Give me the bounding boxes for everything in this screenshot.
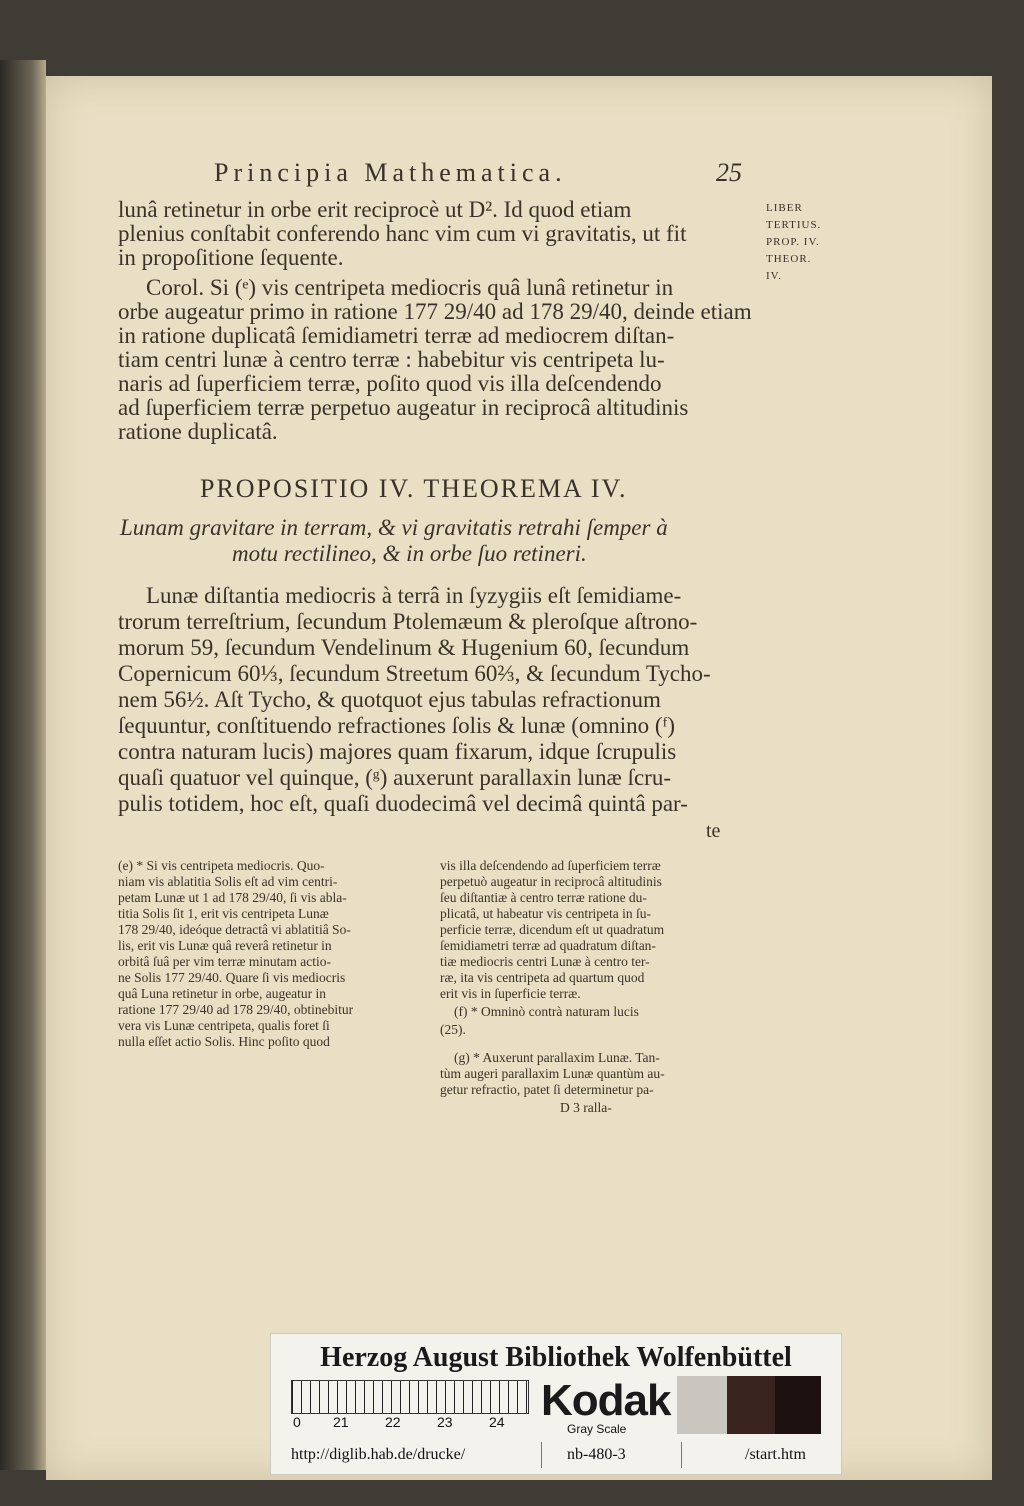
proposition-statement: motu rectilineo, & in orbe ſuo retineri.: [232, 541, 587, 566]
kodak-logo: Kodak: [541, 1376, 671, 1425]
footnote-line: titia Solis ſit 1, erit vis centripeta Lunæ: [118, 906, 329, 921]
text-line: ad ſuperficiem terræ perpetuo augeatur in reciprocâ altitudinis: [118, 395, 689, 420]
text-line: in propoſitione ſequente.: [118, 245, 344, 270]
text-line: contra naturam lucis) majores quam fixarum, idque ſcrupulis: [118, 739, 677, 764]
footnote-line: (25).: [440, 1022, 466, 1037]
ruler-number: 23: [437, 1414, 453, 1430]
text-line: Corol. Si (ᵉ) vis centripeta mediocris quâ lunâ retinetur in: [146, 275, 674, 300]
footnote-line: orbitâ ſuâ per vim terræ minutam actio-: [118, 954, 331, 969]
gray-swatch-dark: [727, 1376, 775, 1434]
footnote-line: (g) * Auxerunt parallaxim Lunæ. Tan-: [454, 1050, 660, 1065]
gray-swatch-black: [775, 1376, 821, 1434]
footnote-line: niam vis ablatitia Solis eſt ad vim centri-: [118, 874, 338, 889]
url-id[interactable]: nb-480-3: [567, 1446, 626, 1463]
footnote-line: quâ Luna retinetur in orbe, augeatur in: [118, 986, 327, 1001]
text-line: nem 56½. Aſt Tycho, & quotquot ejus tabulas refractionum: [118, 687, 661, 712]
divider: [681, 1442, 682, 1468]
catchword: te: [706, 820, 721, 842]
footnote-line: ſeu diſtantiæ à centro terræ ratione du-: [440, 890, 647, 905]
text-line: orbe augeatur primo in ratione 177 29/40 ad 178 29/40, deinde etiam: [118, 299, 752, 324]
page-number: 25: [716, 158, 742, 187]
margin-note-line: PROP. IV.: [766, 236, 820, 248]
footnote-line: perficie terræ, dicendum eſt ut quadratum: [440, 922, 665, 937]
text-line: tiam centri lunæ à centro terræ : habebitur vis centripeta lu-: [118, 347, 665, 372]
footnote-line: ne Solis 177 29/40. Quare ſi vis mediocris: [118, 970, 346, 985]
book-spine-edge: [0, 60, 46, 1470]
text-line: naris ad ſuperficiem terræ, poſito quod vis illa deſcendendo: [118, 371, 662, 396]
footnote-line: erit vis in ſuperficie terræ.: [440, 986, 581, 1001]
url-base[interactable]: http://diglib.hab.de/drucke/: [291, 1446, 466, 1463]
margin-note-line: TERTIUS.: [766, 219, 822, 231]
footnote-line: plicatâ, ut habeatur vis centripeta in ſu-: [440, 906, 652, 921]
footnote-line: D 3 ralla-: [560, 1100, 612, 1115]
footnote-line: (f) * Omninò contrà naturam lucis: [454, 1004, 639, 1019]
text-line: ſequuntur, conſtituendo refractiones ſolis & lunæ (omnino (ᶠ): [118, 713, 676, 738]
library-stamp: [270, 1333, 842, 1475]
ruler-number: 24: [489, 1414, 505, 1430]
proposition-statement: Lunam gravitare in terram, & vi gravitatis retrahi ſemper à: [120, 515, 668, 540]
text-line: trorum terreſtrium, ſecundum Ptolemæum & pleroſque aſtrono-: [118, 609, 698, 634]
proposition-title: PROPOSITIO IV. THEOREMA IV.: [200, 474, 628, 503]
running-header: Principia Mathematica.: [214, 158, 567, 187]
text-line: Copernicum 60⅓, ſecundum Streetum 60⅔, & ſecundum Tycho-: [118, 661, 711, 686]
footnote-line: petam Lunæ ut 1 ad 178 29/40, ſi vis abla-: [118, 890, 347, 905]
text-line: quaſi quatuor vel quinque, (ᵍ) auxerunt parallaxin lunæ ſcru-: [118, 765, 671, 790]
margin-note-line: THEOR.: [766, 253, 812, 265]
footnote-line: perpetuò augeatur in reciprocâ altitudinis: [440, 874, 662, 889]
footnote-line: tiæ mediocris centri Lunæ à centro ter-: [440, 954, 650, 969]
footnote-line: 178 29/40, ideóque detractâ vi ablatitiâ So-: [118, 922, 351, 937]
text-line: Lunæ diſtantia mediocris à terrâ in ſyzygiis eſt ſemidiame-: [146, 583, 682, 608]
footnote-line: tùm augeri parallaxim Lunæ quantùm au-: [440, 1066, 665, 1081]
footnote-line: vis illa deſcendendo ad ſuperficiem terræ: [440, 858, 661, 873]
gray-swatch-light: [677, 1376, 727, 1434]
library-name: Herzog August Bibliothek Wolfenbüttel: [320, 1342, 792, 1373]
text-line: morum 59, ſecundum Vendelinum & Hugenium 60, ſecundum: [118, 635, 690, 660]
footnote-line: lis, erit vis Lunæ quâ reverâ retinetur in: [118, 938, 332, 953]
ruler-number: 21: [333, 1414, 349, 1430]
url-start[interactable]: /start.htm: [745, 1446, 806, 1463]
footnote-line: ræ, ita vis centripeta ad quartum quod: [440, 970, 645, 985]
text-line: plenius conſtabit conferendo hanc vim cum vi gravitatis, ut fit: [118, 221, 687, 246]
measurement-ruler: [291, 1380, 529, 1414]
margin-note-line: LIBER: [766, 202, 803, 214]
footnote-line: vera vis Lunæ centripeta, qualis foret ſi: [118, 1018, 330, 1033]
ruler-number: 22: [385, 1414, 401, 1430]
margin-note: [766, 200, 828, 285]
footnote-line: (e) * Si vis centripeta mediocris. Quo-: [118, 858, 325, 873]
footnote-line: nulla eſſet actio Solis. Hinc poſito quod: [118, 1034, 330, 1049]
text-line: pulis totidem, hoc eſt, quaſi duodecimâ vel decimâ quintâ par-: [118, 791, 688, 816]
text-line: in ratione duplicatâ ſemidiametri terræ ad mediocrem diſtan-: [118, 323, 675, 348]
ruler-number: 0: [293, 1414, 301, 1430]
text-line: lunâ retinetur in orbe erit reciprocè ut D². Id quod etiam: [118, 197, 632, 222]
footnote-line: ratione 177 29/40 ad 178 29/40, obtinebitur: [118, 1002, 354, 1017]
text-line: ratione duplicatâ.: [118, 419, 278, 444]
divider: [541, 1442, 542, 1468]
gray-scale-label: Gray Scale: [567, 1422, 627, 1436]
footnote-line: ſemidiametri terræ ad quadratum diſtan-: [440, 938, 656, 953]
margin-note-line: IV.: [766, 270, 782, 282]
footnote-line: getur refractio, patet ſi determinetur pa-: [440, 1082, 654, 1097]
